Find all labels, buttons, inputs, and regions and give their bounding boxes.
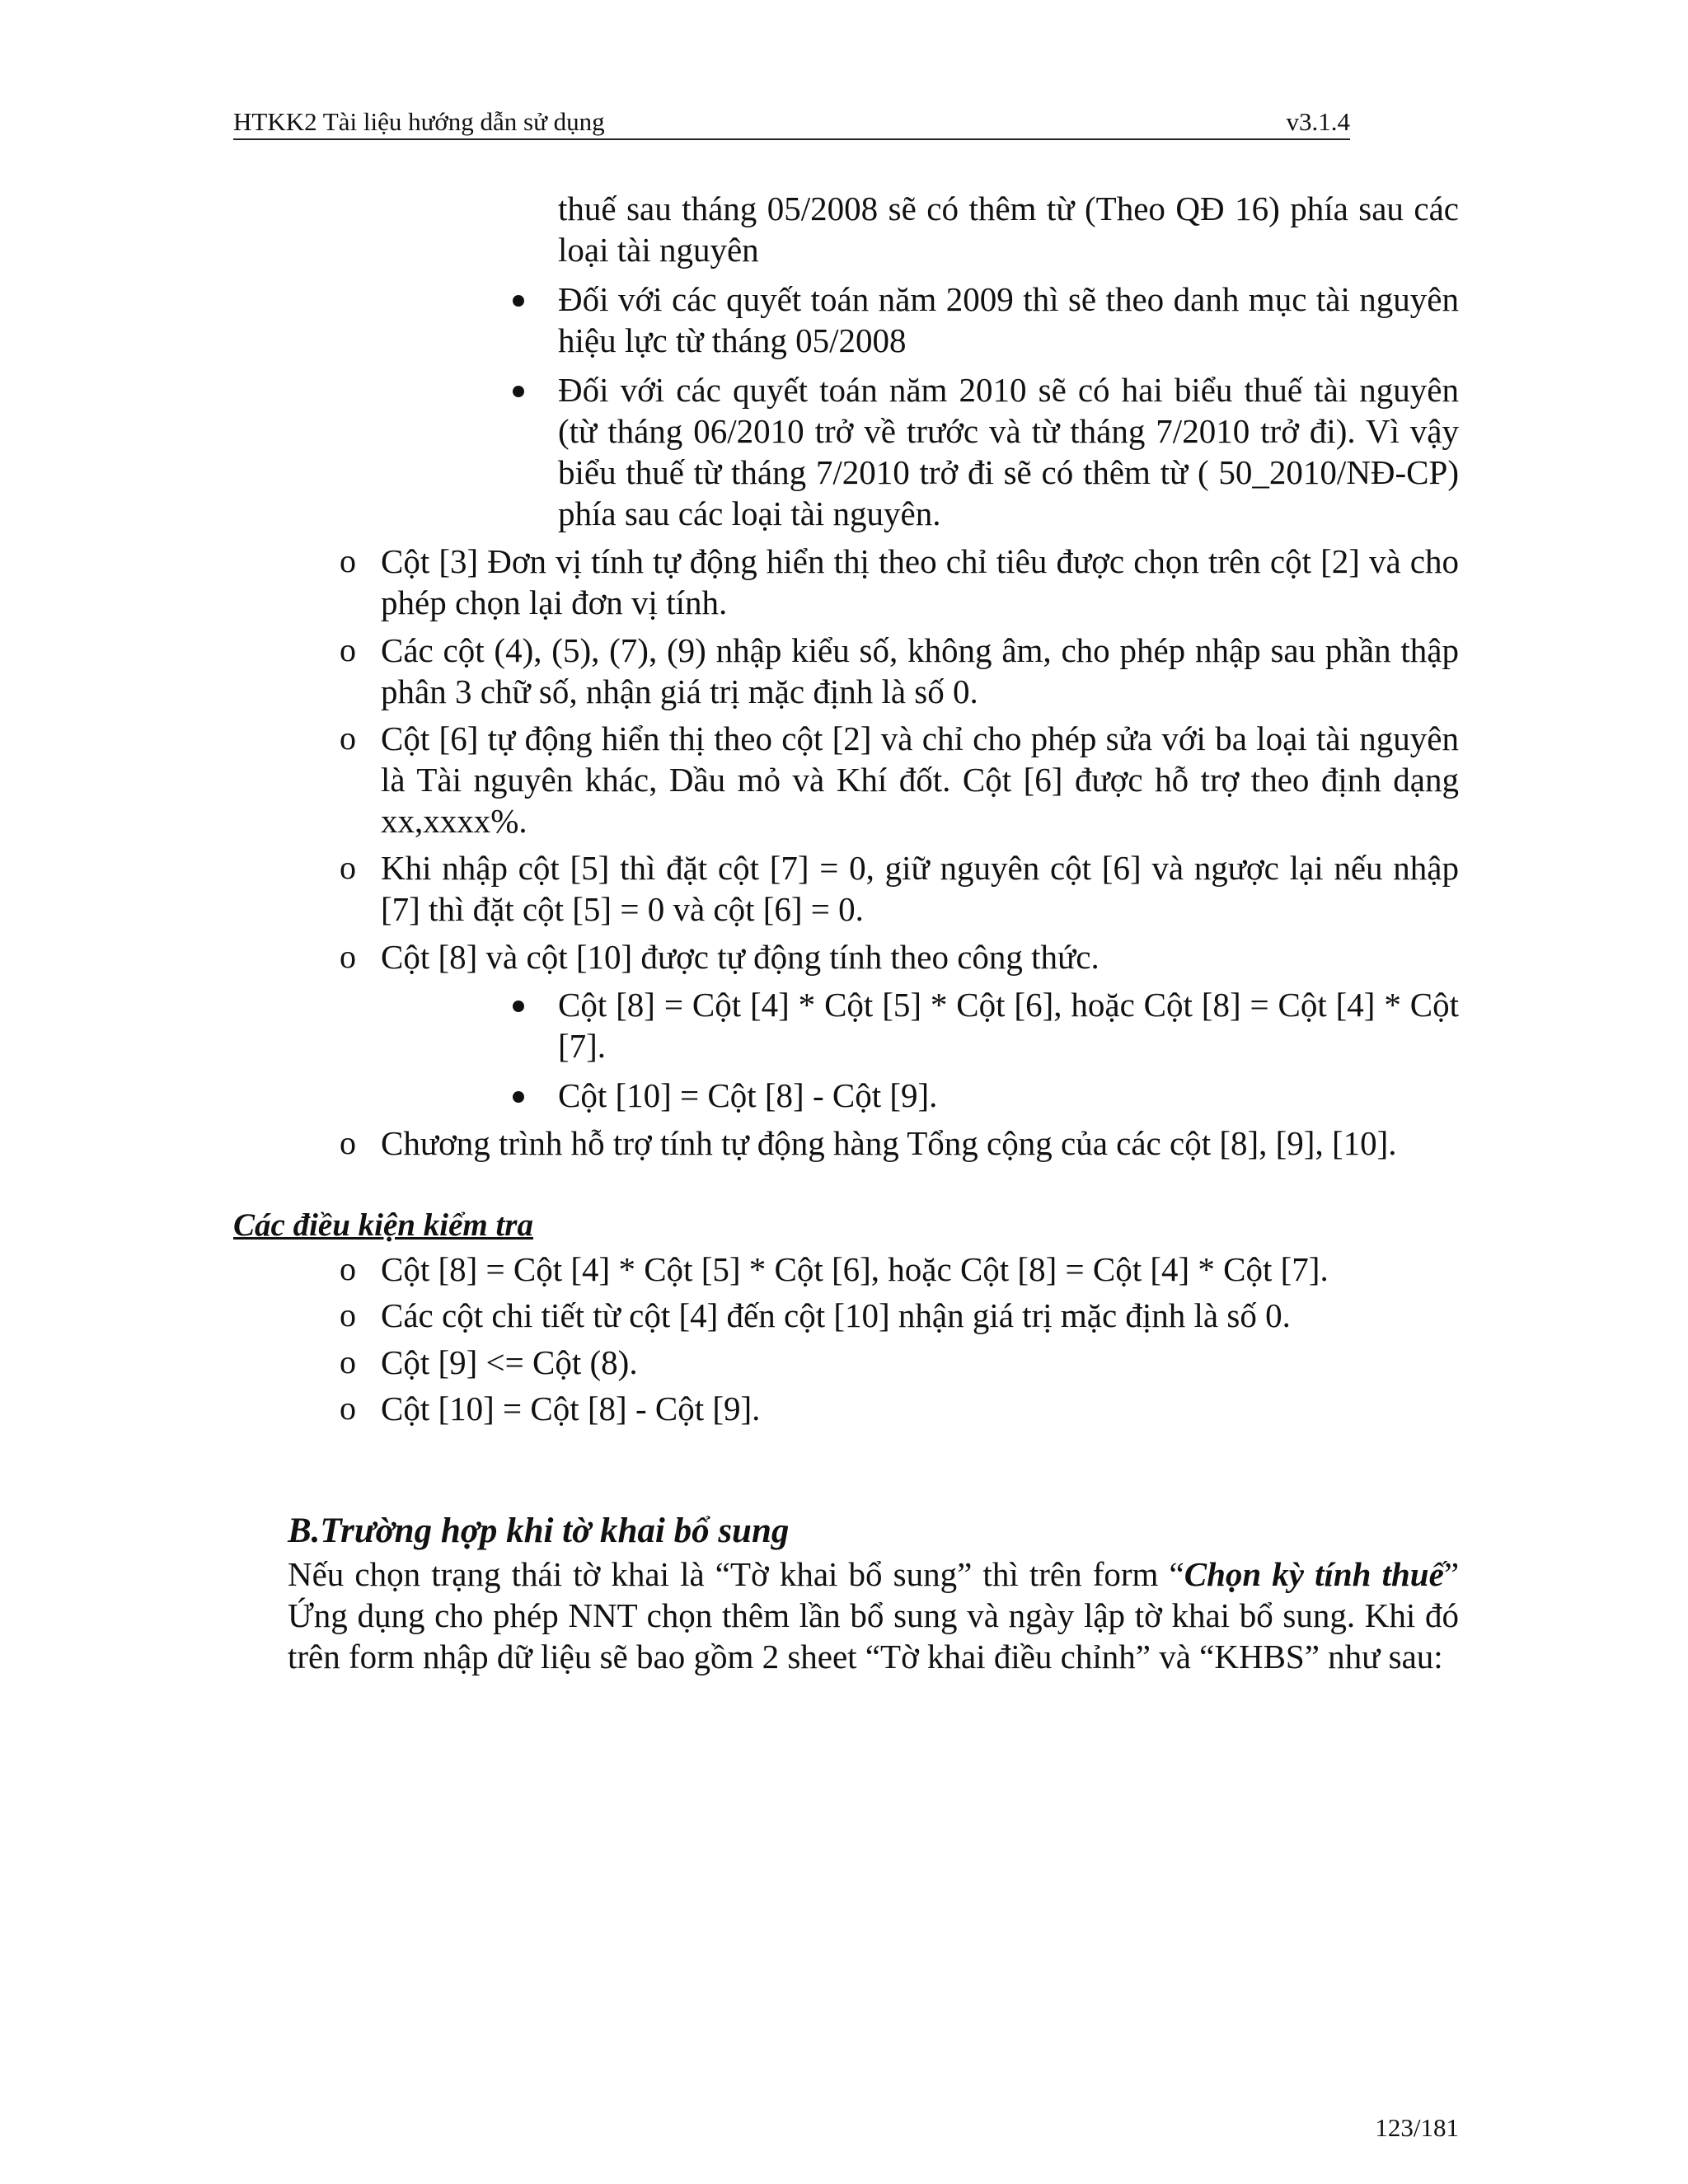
circle-bullet-icon: o xyxy=(340,849,356,886)
list-item xyxy=(558,279,1459,361)
header-title: HTKK2 Tài liệu hướng dẫn sử dụng xyxy=(233,107,605,136)
circle-bullet-icon: o xyxy=(340,1250,356,1287)
section-title: B.Trường hợp khi tờ khai bổ sung xyxy=(288,1511,790,1550)
list-item-text: Đối với các quyết toán năm 2010 sẽ có hai biểu thuế tài nguyên (từ tháng 06/2010 trở về trước và từ tháng 7/2010 trở đi). Vì vậy biểu thuế từ tháng 7/2010 trở đi sẽ có thêm từ ( 50_2010/NĐ-CP) phía sau các loại tài nguyên. xyxy=(558,371,1459,532)
list-item-text: Các cột (4), (5), (7), (9) nhập kiểu số, không âm, cho phép nhập sau phần thập phân 3 chữ số, nhận giá trị mặc định là số 0. xyxy=(381,631,1459,710)
circle-bullet-icon: o xyxy=(340,1343,356,1380)
paragraph-emphasis: Chọn kỳ tính thuế xyxy=(1184,1555,1444,1593)
list-item xyxy=(340,936,1459,977)
list-item xyxy=(340,1295,1459,1336)
circle-bullet-icon: o xyxy=(340,1296,356,1333)
circle-bullet-icon: o xyxy=(340,1390,356,1427)
circle-bullet-icon: o xyxy=(340,938,356,975)
list-item-text: Khi nhập cột [5] thì đặt cột [7] = 0, giữ nguyên cột [6] và ngược lại nếu nhập [7] thì đặt cột [5] = 0 và cột [6] = 0. xyxy=(381,849,1459,928)
paragraph-text: ” Ứng dụng cho phép NNT chọn thêm lần bổ sung và ngày lập tờ khai bổ sung. Khi đó trên form nhập dữ liệu sẽ bao gồm 2 sheet “Tờ khai điều chỉnh” và “KHBS” như sau: xyxy=(288,1555,1460,1675)
list-item xyxy=(558,984,1459,1066)
page-header xyxy=(233,105,1350,140)
list-item-text: Cột [8] = Cột [4] * Cột [5] * Cột [6], hoặc Cột [8] = Cột [4] * Cột [7]. xyxy=(381,1250,1329,1288)
page-number: 123/181 xyxy=(1375,2113,1459,2142)
section-subheading: Các điều kiện kiểm tra xyxy=(233,1207,533,1243)
list-item-text: Cột [6] tự động hiển thị theo cột [2] và chỉ cho phép sửa với ba loại tài nguyên là Tài nguyên khác, Dầu mỏ và Khí đốt. Cột [6] được hỗ trợ theo định dạng xx,xxxx%. xyxy=(381,719,1459,840)
circle-bullet-icon: o xyxy=(340,631,356,668)
list-item xyxy=(340,718,1459,841)
circle-bullet-icon: o xyxy=(340,542,356,579)
bullet-dot-icon xyxy=(513,386,524,397)
list-item xyxy=(340,1249,1459,1290)
list-item xyxy=(558,1075,1459,1116)
list-item-text: Chương trình hỗ trợ tính tự động hàng Tổng cộng của các cột [8], [9], [10]. xyxy=(381,1124,1397,1162)
list-item-text: Cột [9] <= Cột (8). xyxy=(381,1343,638,1381)
list-item-text: Cột [8] = Cột [4] * Cột [5] * Cột [6], hoặc Cột [8] = Cột [4] * Cột [7]. xyxy=(558,986,1459,1065)
list-item xyxy=(340,1388,1459,1429)
list-item-text: Cột [10] = Cột [8] - Cột [9]. xyxy=(558,1076,938,1114)
header-version: v3.1.4 xyxy=(1286,107,1350,136)
list-item xyxy=(558,369,1459,534)
list-item xyxy=(340,1342,1459,1383)
circle-bullet-icon: o xyxy=(340,719,356,757)
bullet-dot-icon xyxy=(513,1091,524,1103)
list-item-text: Đối với các quyết toán năm 2009 thì sẽ theo danh mục tài nguyên hiệu lực từ tháng 05/2008 xyxy=(558,280,1459,359)
list-item xyxy=(340,1122,1459,1164)
paragraph-text: Nếu chọn trạng thái tờ khai là “Tờ khai bổ sung” thì trên form “ xyxy=(288,1555,1184,1593)
section-paragraph xyxy=(288,1554,1459,1677)
list-item xyxy=(340,630,1459,712)
list-item xyxy=(340,541,1459,623)
circle-bullet-icon: o xyxy=(340,1124,356,1161)
list-item xyxy=(340,847,1459,930)
bullet-dot-icon xyxy=(513,1001,524,1012)
list-item-text: Cột [8] và cột [10] được tự động tính theo công thức. xyxy=(381,938,1100,976)
bullet-continuation: thuế sau tháng 05/2008 sẽ có thêm từ (Theo QĐ 16) phía sau các loại tài nguyên xyxy=(558,190,1459,269)
list-item-text: Các cột chi tiết từ cột [4] đến cột [10] nhận giá trị mặc định là số 0. xyxy=(381,1296,1291,1334)
bullet-dot-icon xyxy=(513,295,524,307)
list-item-text: Cột [10] = Cột [8] - Cột [9]. xyxy=(381,1390,761,1427)
list-item-text: Cột [3] Đơn vị tính tự động hiển thị theo chỉ tiêu được chọn trên cột [2] và cho phép chọn lại đơn vị tính. xyxy=(381,542,1459,621)
